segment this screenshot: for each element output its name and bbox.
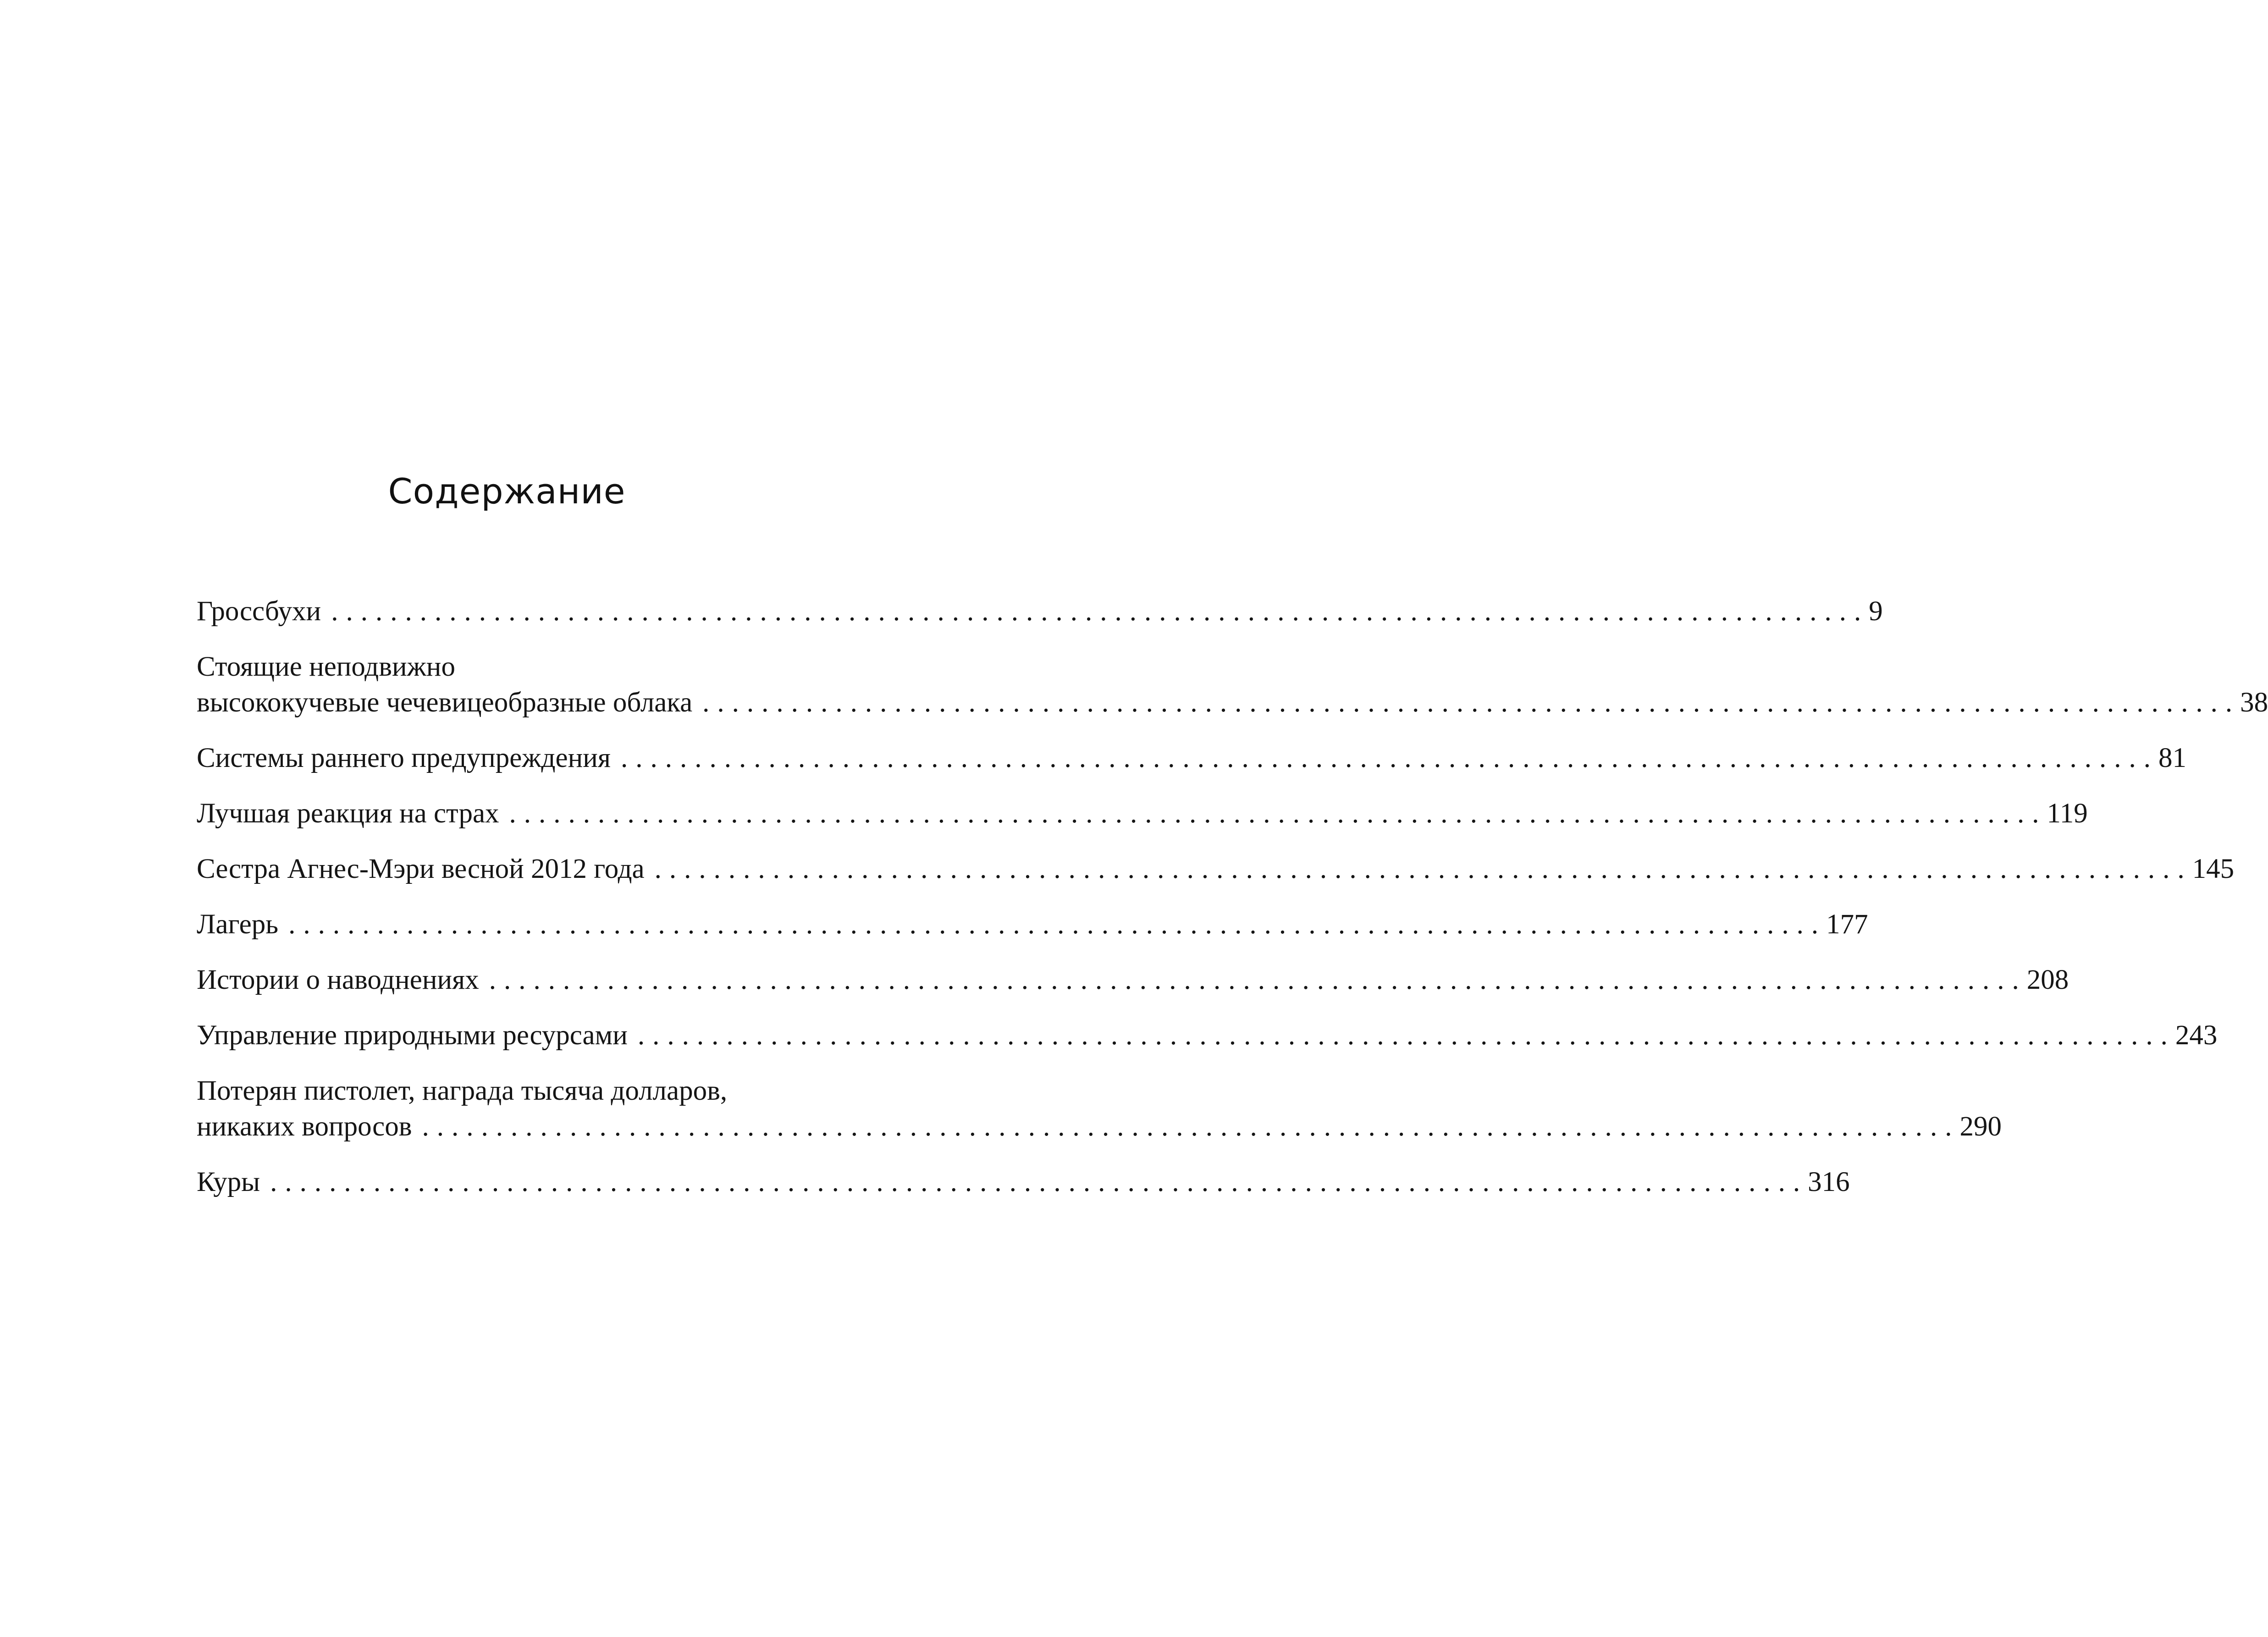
toc-line [197,685,2268,721]
toc-line [197,1164,1850,1200]
toc-page-number: 145 [2192,854,2235,884]
toc-entry-title: Гроссбухи [197,596,321,627]
toc-dot-leader: ........................................................................................................ [270,1167,1808,1197]
toc-dot-leader: ........................................................................................................ [288,909,1827,940]
toc-dot-leader: ........................................................................................................ [654,854,2192,884]
toc-line [197,851,2235,887]
toc-page-number: 81 [2158,743,2186,773]
toc-dot-leader: ........................................................................................................ [489,965,2027,995]
toc-entry[interactable] [197,740,2186,776]
toc-dot-leader: ........................................................................................................ [509,798,2047,829]
toc-entry[interactable] [197,796,2088,832]
toc-page-number: 208 [2026,965,2069,995]
toc-line [197,796,2088,832]
toc-entry-title: Стоящие неподвижно [197,651,455,682]
toc-page-number: 9 [1869,596,1883,627]
toc-entry[interactable] [197,594,1883,629]
toc-page-number: 38 [2240,687,2268,718]
toc-line [197,1018,2218,1053]
toc-entry-title: Лучшая реакция на страх [197,798,499,829]
toc-line [197,594,1883,629]
table-of-contents [197,594,2268,1220]
toc-page-number: 243 [2175,1020,2218,1051]
toc-entry-title-continued: высококучевые чечевицеобразные облака [197,687,693,718]
toc-entry[interactable] [197,851,2235,887]
toc-entry-title: Куры [197,1167,260,1197]
toc-page-number: 316 [1808,1167,1850,1197]
page-title: Содержание [388,471,626,512]
toc-entry[interactable] [197,1073,2002,1145]
toc-dot-leader: ........................................................................................................ [422,1111,1960,1142]
toc-line [197,740,2186,776]
toc-entry-title: Сестра Агнес-Мэри весной 2012 года [197,854,645,884]
toc-page-number: 119 [2047,798,2088,829]
toc-page-number: 290 [1959,1111,2002,1142]
toc-line [197,1109,2002,1145]
toc-line [197,907,1868,943]
toc-entry[interactable] [197,1164,1850,1200]
toc-line [197,649,899,685]
toc-dot-leader: ........................................................................................................ [702,687,2240,718]
toc-entry-title-continued: никаких вопросов [197,1111,412,1142]
toc-entry-title: Системы раннего предупреждения [197,743,611,773]
toc-dot-leader: ........................................................................................................ [620,743,2158,773]
toc-entry[interactable] [197,1018,2218,1053]
toc-dot-leader: ........................................................................................................ [331,596,1869,627]
toc-entry[interactable] [197,649,2268,721]
toc-entry-title: Управление природными ресурсами [197,1020,628,1051]
toc-dot-leader: ........................................................................................................ [637,1020,2175,1051]
toc-line [197,1073,899,1109]
toc-entry-title: Лагерь [197,909,279,940]
toc-entry[interactable] [197,907,1868,943]
toc-entry[interactable] [197,962,2069,998]
toc-page-number: 177 [1826,909,1868,940]
toc-entry-title: Потерян пистолет, награда тысяча долларов, [197,1075,728,1106]
toc-entry-title: Истории о наводнениях [197,965,479,995]
toc-line [197,962,2069,998]
